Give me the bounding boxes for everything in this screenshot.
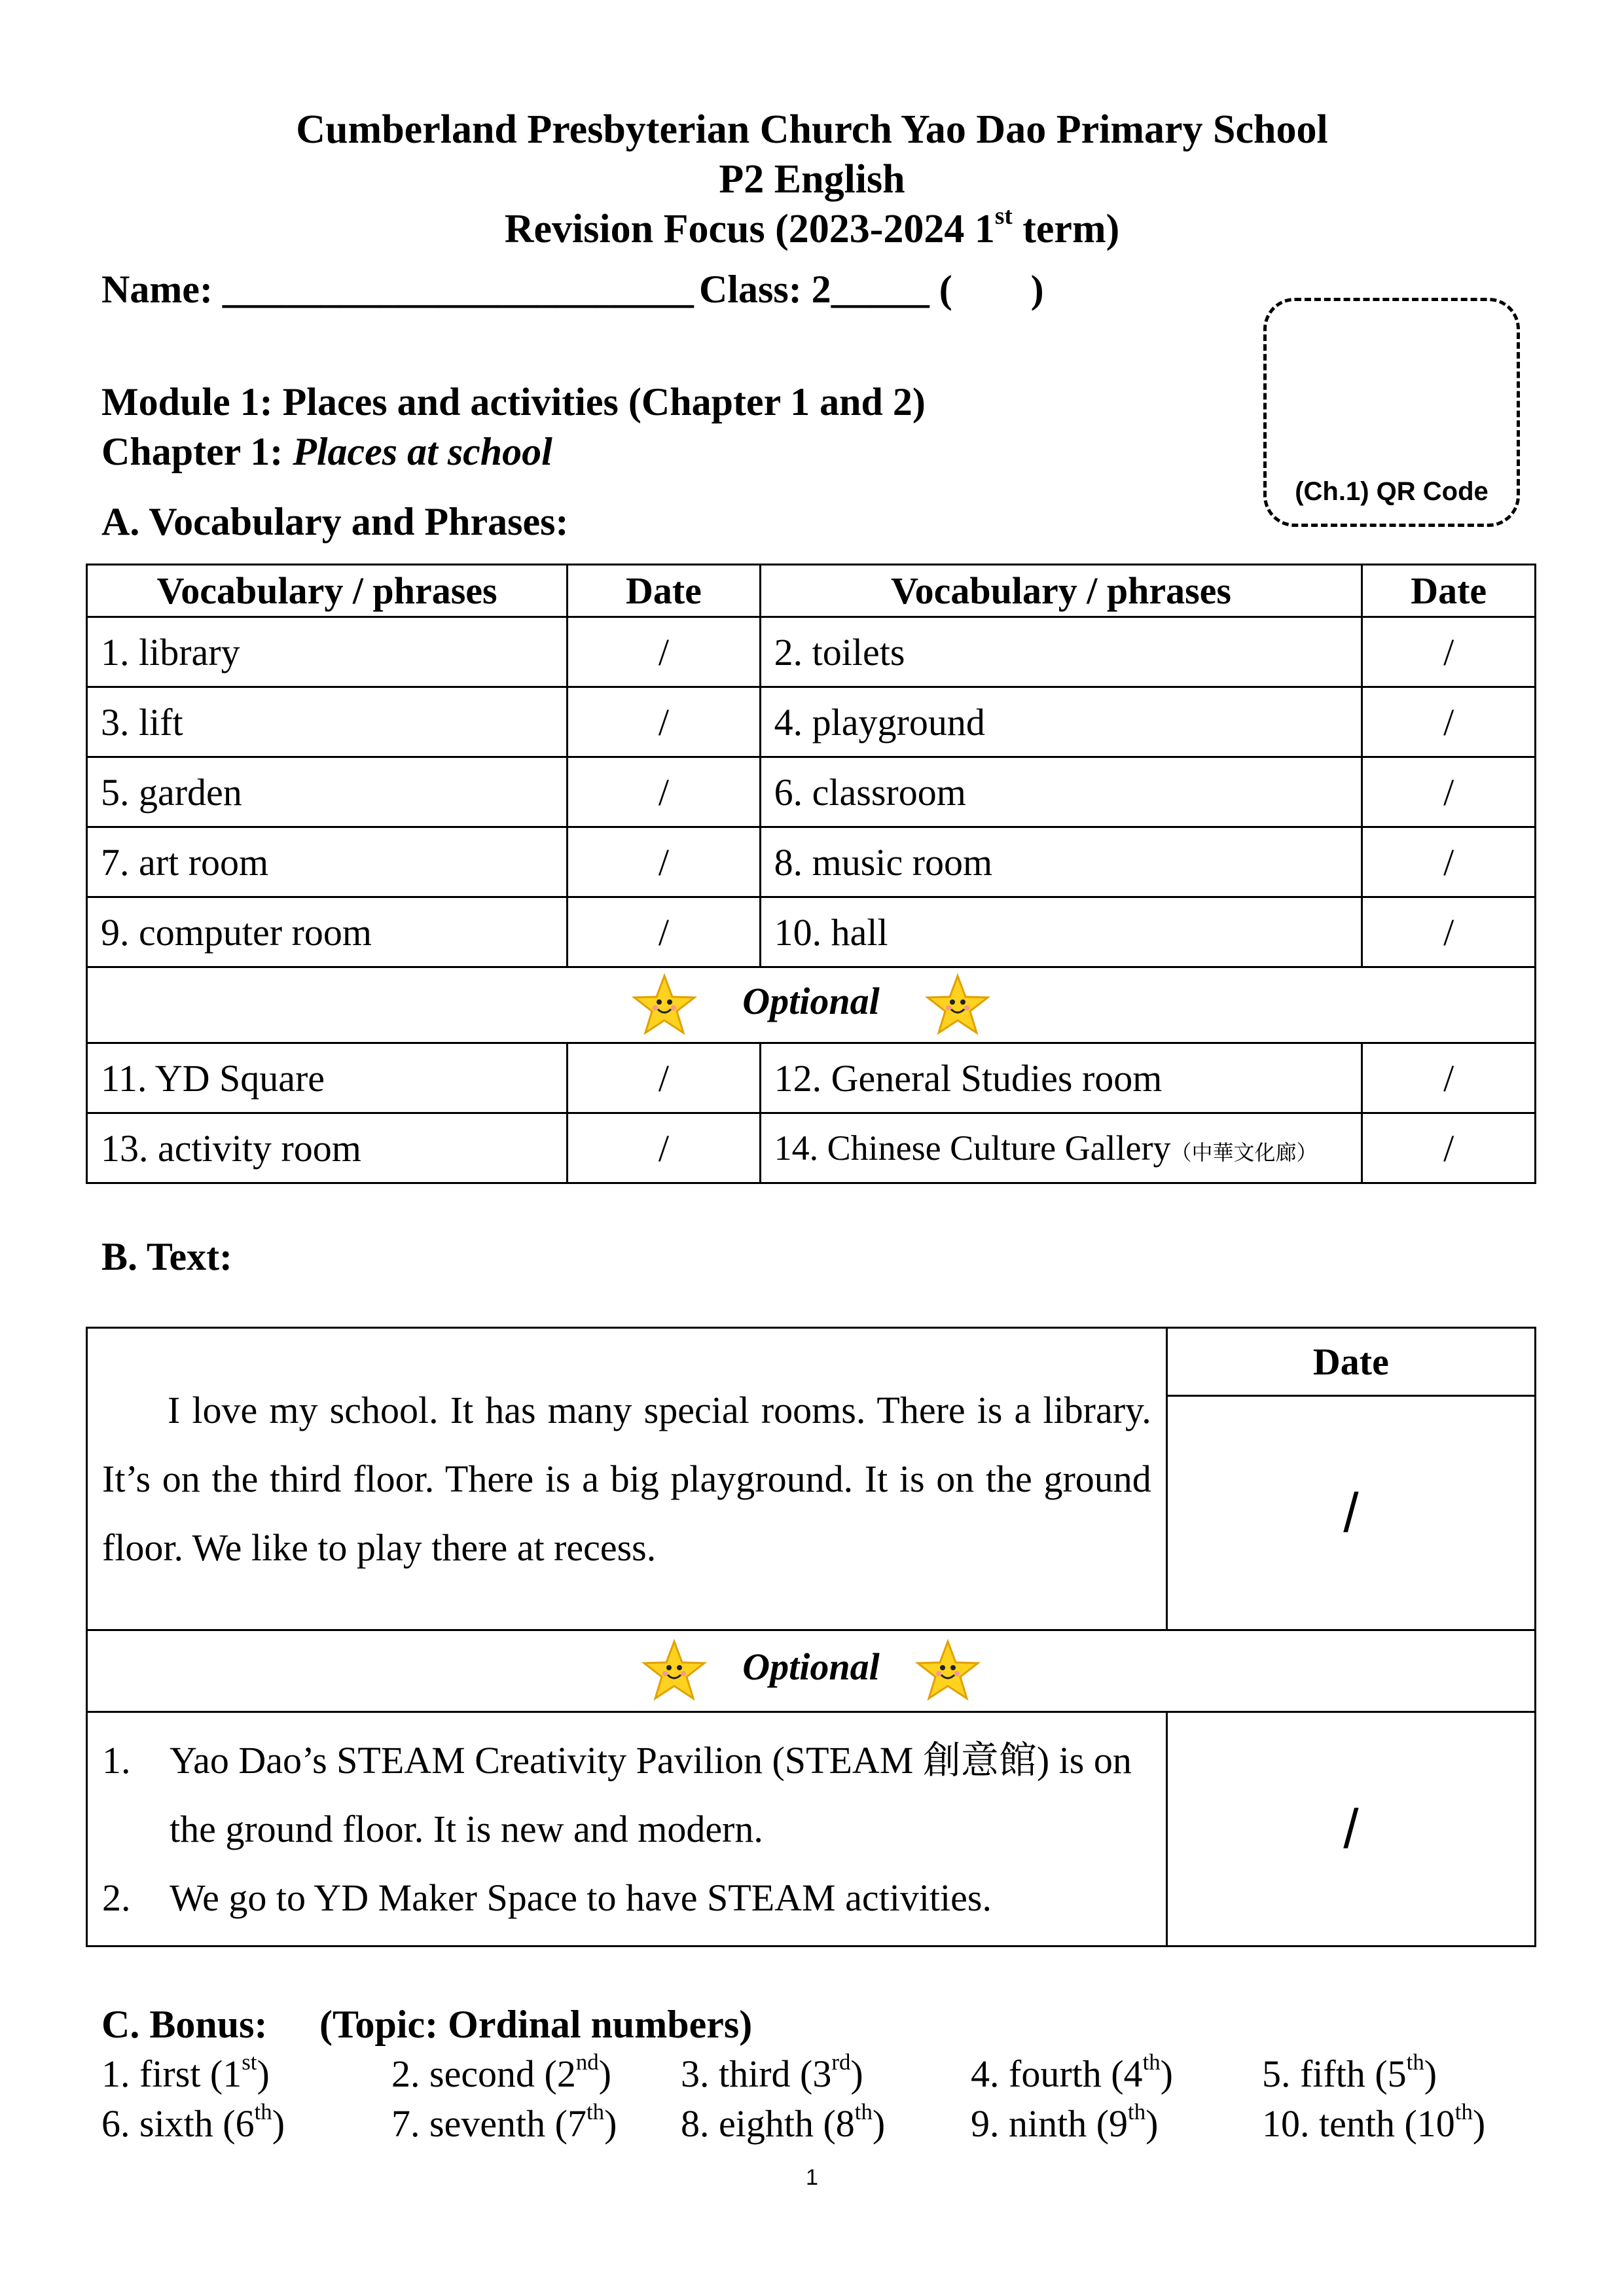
date-cell[interactable]: / — [1362, 687, 1536, 757]
item-text: Yao Dao’s STEAM Creativity Pavilion (STEAM 創意館) is on the ground floor. It is new and modern. — [170, 1739, 1132, 1850]
page-number: 1 — [806, 2165, 818, 2190]
table-row — [87, 617, 1536, 687]
date-cell[interactable]: / — [1362, 897, 1536, 967]
gallery-english: 14. Chinese Culture Gallery — [774, 1128, 1171, 1168]
vocab-cell: 7. art room — [87, 827, 568, 897]
class-blank[interactable]: _____ — [831, 268, 929, 311]
revision-focus-title — [0, 204, 1624, 254]
smiling-star-icon — [915, 1638, 981, 1704]
vocab-cell: 9. computer room — [87, 897, 568, 967]
date-cell[interactable]: / — [568, 1043, 760, 1113]
smiling-star-icon — [641, 1638, 707, 1704]
optional-text-row — [87, 1712, 1536, 1946]
item-number: 2. — [102, 1876, 131, 1919]
ordinal-item: 5. fifth (5th) — [1262, 2049, 1437, 2095]
vocab-cell: 2. toilets — [760, 617, 1362, 687]
table-row — [87, 757, 1536, 827]
optional-row — [87, 967, 1536, 1043]
item-number: 1. — [102, 1739, 131, 1782]
section-c-topic: (Topic: Ordinal numbers) — [319, 2003, 753, 2046]
module-title: Module 1: Places and activities (Chapter 1 and 2) — [101, 380, 926, 423]
name-label: Name: — [101, 268, 223, 311]
table-row — [87, 1113, 1536, 1183]
ordinal-item: 2. second (2nd) — [391, 2049, 611, 2095]
optional-row — [87, 1630, 1536, 1712]
gallery-chinese: （中華文化廊） — [1170, 1140, 1318, 1165]
optional-banner — [87, 967, 1536, 1043]
date-cell[interactable]: / — [568, 1113, 760, 1183]
text-header-row — [87, 1328, 1536, 1396]
vocab-cell: 6. classroom — [760, 757, 1362, 827]
focus-suffix: term) — [1012, 207, 1120, 251]
class-label: Class: 2 — [699, 268, 831, 311]
date-cell[interactable]: / — [1362, 827, 1536, 897]
date-cell[interactable]: / — [568, 687, 760, 757]
vocab-cell: 12. General Studies room — [760, 1043, 1362, 1113]
subject-title: P2 English — [719, 157, 905, 202]
reading-passage — [87, 1328, 1167, 1630]
class-line — [699, 265, 1044, 314]
vocab-cell: 3. lift — [87, 687, 568, 757]
date-cell[interactable]: / — [568, 757, 760, 827]
vocab-cell: 11. YD Square — [87, 1043, 568, 1113]
date-cell[interactable]: / — [568, 827, 760, 897]
date-column-header: Date — [568, 565, 760, 617]
smiling-star-icon — [632, 973, 697, 1038]
optional-sentences — [87, 1712, 1167, 1946]
list-item — [102, 1863, 1151, 1932]
chapter-name: Places at school — [293, 430, 552, 473]
date-cell[interactable]: / — [1362, 617, 1536, 687]
name-blank[interactable]: ________________________ — [222, 268, 694, 311]
date-cell[interactable]: / — [1166, 1712, 1535, 1946]
optional-label: Optional — [742, 979, 880, 1022]
vocab-cell: 4. playground — [760, 687, 1362, 757]
passage-text: I love my school. It has many special rooms. There is a library. It’s on the third floor. There is a big playground. It is on the ground floor. We like to play there at recess. — [102, 1389, 1151, 1569]
date-column-header: Date — [1362, 565, 1536, 617]
vocab-cell — [760, 1113, 1362, 1183]
date-column-header: Date — [1166, 1328, 1535, 1396]
date-cell[interactable]: / — [1166, 1396, 1535, 1630]
text-table — [86, 1327, 1536, 1947]
date-cell[interactable]: / — [568, 897, 760, 967]
qr-code-label: (Ch.1) QR Code — [1295, 477, 1489, 506]
chapter-title — [101, 427, 552, 476]
ordinal-item: 6. sixth (6th) — [101, 2098, 285, 2145]
ordinal-item: 3. third (3rd) — [681, 2049, 863, 2095]
list-item — [102, 1726, 1151, 1863]
focus-prefix: Revision Focus (2023-2024 1 — [504, 207, 995, 251]
table-row — [87, 1043, 1536, 1113]
ordinal-item: 10. tenth (10th) — [1262, 2098, 1486, 2145]
ordinal-item: 8. eighth (8th) — [681, 2098, 886, 2145]
ordinal-item: 1. first (1st) — [101, 2049, 270, 2095]
vocab-cell: 5. garden — [87, 757, 568, 827]
optional-banner — [87, 1630, 1536, 1712]
ordinal-item: 7. seventh (7th) — [391, 2098, 617, 2145]
vocab-cell: 1. library — [87, 617, 568, 687]
ordinal-item: 4. fourth (4th) — [971, 2049, 1173, 2095]
vocabulary-table — [86, 564, 1536, 1184]
class-number-paren[interactable]: ( ) — [939, 268, 1044, 311]
item-text: We go to YD Maker Space to have STEAM activities. — [170, 1876, 992, 1919]
ordinal-item: 9. ninth (9th) — [971, 2098, 1159, 2145]
vocabulary-header-row — [87, 565, 1536, 617]
focus-sup: st — [994, 203, 1013, 230]
school-title: Cumberland Presbyterian Church Yao Dao Primary School — [296, 107, 1328, 152]
vocab-cell: 13. activity room — [87, 1113, 568, 1183]
vocab-cell: 8. music room — [760, 827, 1362, 897]
name-line — [101, 265, 694, 314]
section-c-heading: C. Bonus: — [101, 2003, 268, 2046]
date-cell[interactable]: / — [568, 617, 760, 687]
table-row — [87, 897, 1536, 967]
chapter-label: Chapter 1: — [101, 430, 293, 473]
optional-label: Optional — [742, 1645, 880, 1689]
smiling-star-icon — [925, 973, 990, 1038]
table-row — [87, 827, 1536, 897]
section-b-heading: B. Text: — [101, 1235, 233, 1278]
table-row — [87, 687, 1536, 757]
date-cell[interactable]: / — [1362, 1113, 1536, 1183]
vocab-cell: 10. hall — [760, 897, 1362, 967]
vocab-column-header: Vocabulary / phrases — [87, 565, 568, 617]
vocab-column-header: Vocabulary / phrases — [760, 565, 1362, 617]
section-a-heading: A. Vocabulary and Phrases: — [101, 500, 569, 543]
date-cell[interactable]: / — [1362, 757, 1536, 827]
date-cell[interactable]: / — [1362, 1043, 1536, 1113]
